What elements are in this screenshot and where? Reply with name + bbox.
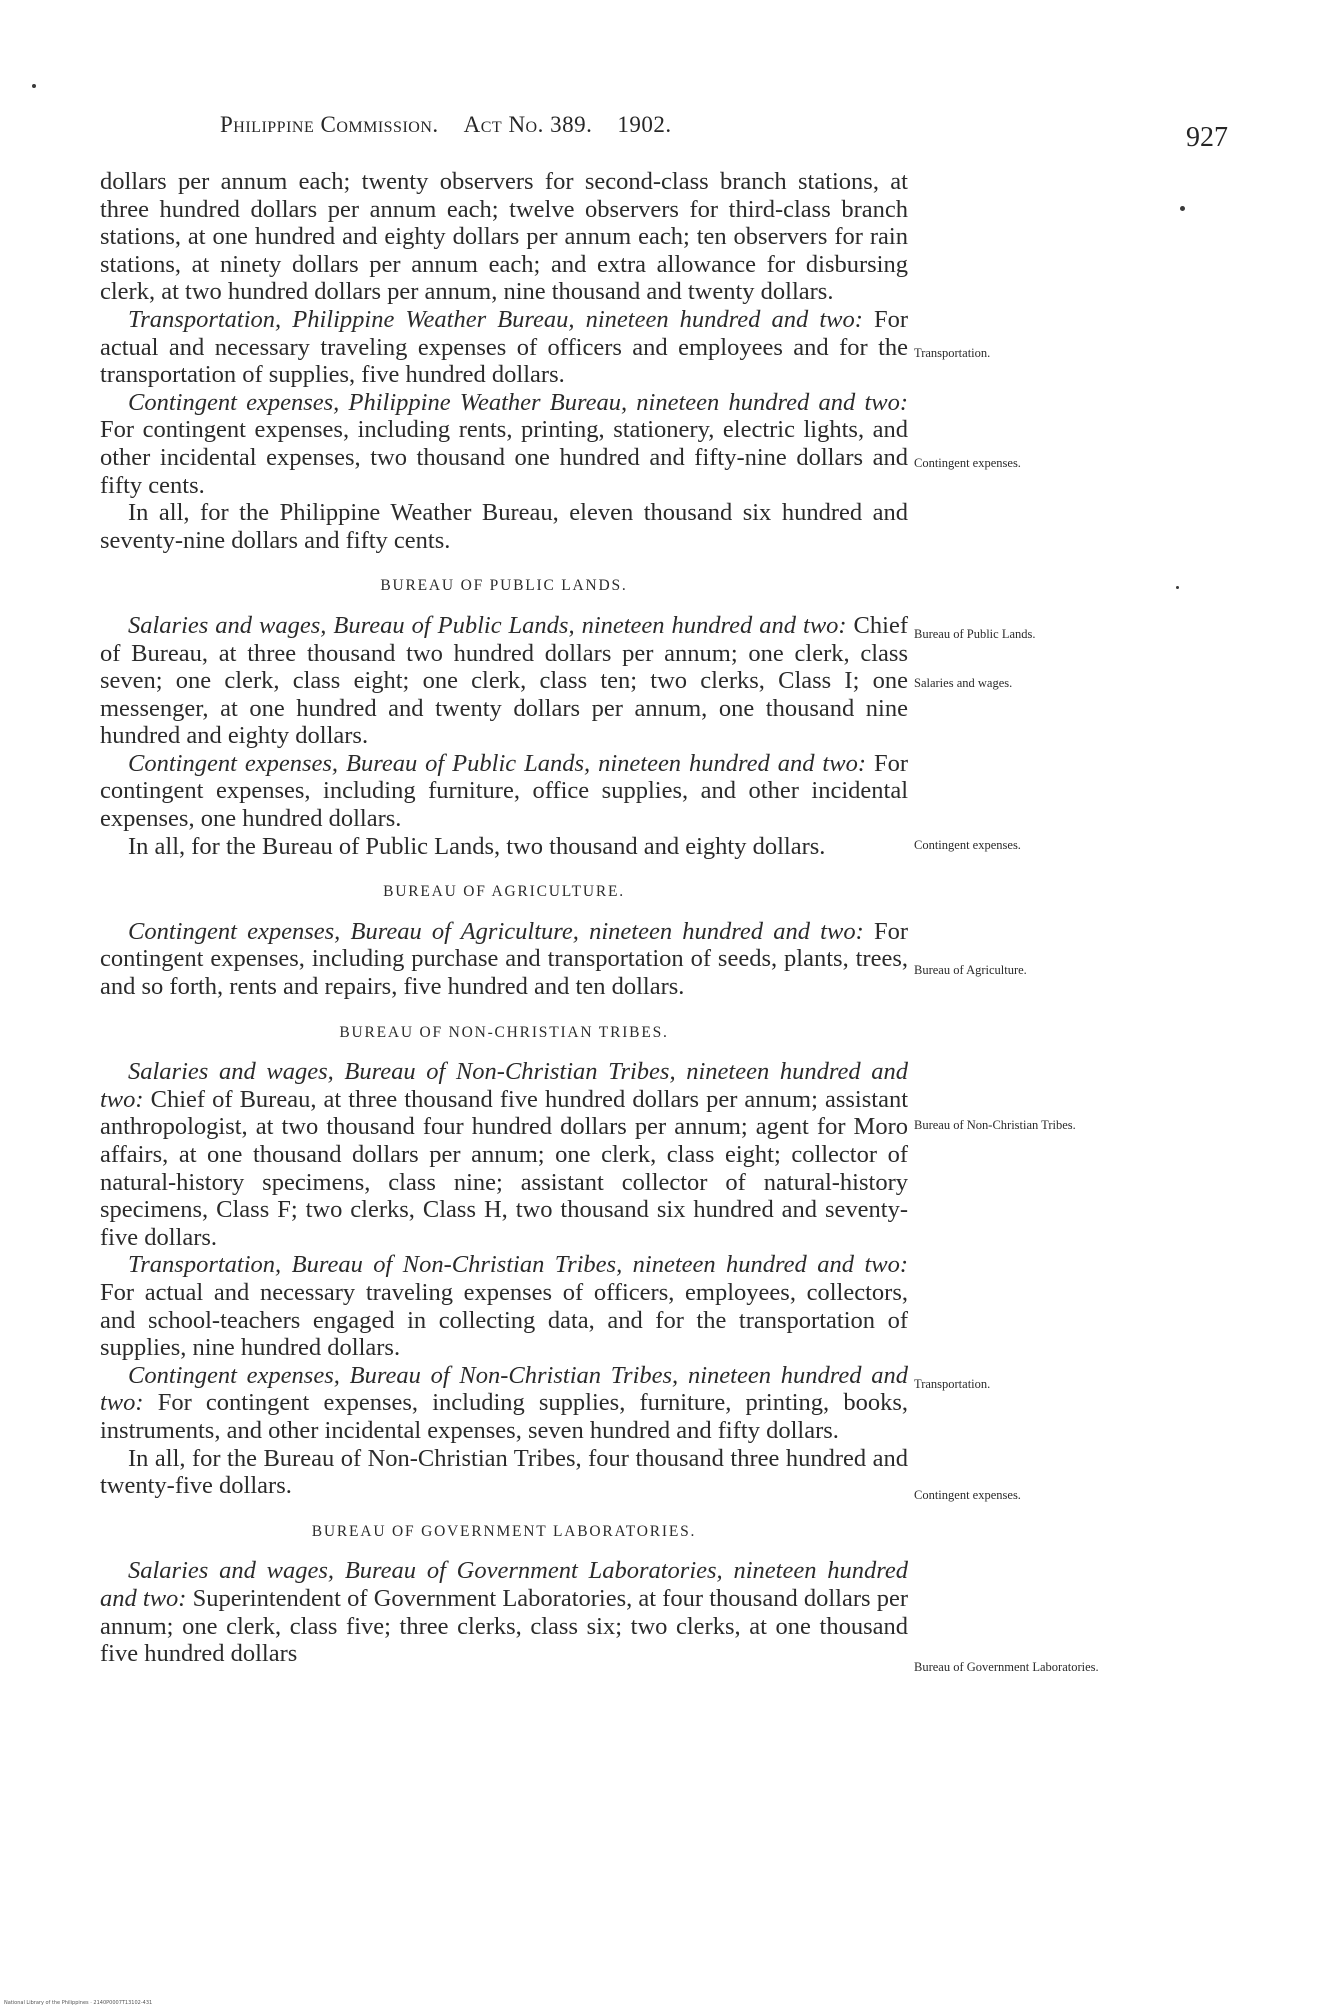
paragraph (100, 1058, 908, 1251)
section-heading-government-laboratories: BUREAU OF GOVERNMENT LABORATORIES. (311, 1522, 697, 1540)
paragraph-text: Superintendent of Government Laboratories, at four thousand dollars per annum; one clerk, class five; three clerks, class six; two clerks, at one thousand five hundred dollars (100, 1584, 909, 1668)
paragraph (100, 918, 908, 1001)
margin-note-transportation: Transportation. (914, 1377, 991, 1391)
running-head-title: Philippine Commission. (220, 112, 439, 137)
margin-note-contingent-expenses: Contingent expenses. (914, 456, 1021, 470)
paragraph (100, 1362, 908, 1445)
body-text (100, 168, 908, 1668)
margin-note-transportation: Transportation. (914, 346, 991, 360)
margin-note-bureau-agriculture: Bureau of Agriculture. (914, 963, 1027, 977)
paragraph (100, 612, 908, 750)
running-head-act: Act No. 389. (463, 112, 593, 137)
paragraph-text: For actual and necessary traveling expenses of officers, employees, collectors, and school-teachers engaged in collecting data, and for the transportation of supplies, nine hundred dollars. (100, 1278, 908, 1362)
paragraph-text: For contingent expenses, including furniture, office supplies, and other incidental expenses, one hundred dollars. (100, 749, 908, 833)
paragraph (100, 1251, 908, 1361)
paragraph-text: For actual and necessary traveling expenses of officers and employees and for the transportation of supplies, five hundred dollars. (100, 305, 908, 389)
margin-note-bureau-non-christian-tribes: Bureau of Non-Christian Tribes. (914, 1118, 1076, 1132)
paragraph-lead: Contingent expenses, Bureau of Non-Christian Tribes, nineteen hundred and two: (100, 1361, 908, 1417)
margin-note-bureau-government-laboratories: Bureau of Government Laboratories. (914, 1660, 1099, 1674)
page-number: 927 (1186, 122, 1228, 153)
paragraph-text: For contingent expenses, including supplies, furniture, printing, books, instruments, and other incidental expenses, seven hundred and fifty dollars. (100, 1389, 908, 1444)
paragraph-lead: Salaries and wages, Bureau of Public Lands, nineteen hundred and two: (128, 611, 847, 639)
margin-note-contingent-expenses: Contingent expenses. (914, 838, 1021, 852)
margin-note-bureau-public-lands: Bureau of Public Lands. (914, 627, 1036, 641)
paragraph (100, 306, 908, 389)
paragraph-lead: Salaries and wages, Bureau of Government Laboratories, nineteen hundred and two: (100, 1557, 908, 1612)
paragraph: In all, for the Philippine Weather Bureau, eleven thousand six hundred and seventy-nine dollars and fifty cents. (100, 499, 908, 554)
paragraph (100, 1557, 908, 1667)
paragraph-lead: Salaries and wages, Bureau of Non-Christian Tribes, nineteen hundred and two: (100, 1058, 908, 1113)
paragraph: In all, for the Bureau of Non-Christian Tribes, four thousand three hundred and twenty-five dollars. (100, 1444, 908, 1500)
paragraph (100, 750, 908, 833)
paragraph-lead: Transportation, Philippine Weather Bureau, nineteen hundred and two: (128, 305, 863, 333)
paragraph-text: For contingent expenses, including rents, printing, stationery, electric lights, and other incidental expenses, two thousand one hundred and fifty-nine dollars and fifty cents. (100, 416, 908, 499)
running-head-year: 1902. (617, 112, 672, 137)
paragraph-text: Chief of Bureau, at three thousand two hundred dollars per annum; one clerk, class seven; one clerk, class eight; one clerk, class ten; two clerks, Class I; one messenger, at one hundred and twenty dollars per annum, one thousand nine hundred and eighty dollars. (100, 611, 908, 750)
running-head (220, 112, 672, 138)
scan-speck (1176, 586, 1179, 589)
scan-speck (1180, 206, 1185, 211)
margin-note-salaries-and-wages: Salaries and wages. (914, 676, 1013, 690)
margin-note-contingent-expenses: Contingent expenses. (914, 1488, 1021, 1502)
paragraph-lead: Contingent expenses, Bureau of Agriculture, nineteen hundred and two: (128, 917, 864, 945)
paragraph-lead: Transportation, Bureau of Non-Christian Tribes, nineteen hundred and two: (128, 1251, 908, 1279)
section-heading-public-lands: BUREAU OF PUBLIC LANDS. (380, 577, 628, 595)
paragraph-text: For contingent expenses, including purchase and transportation of seeds, plants, trees, and so forth, rents and repairs, five hundred and ten dollars. (100, 917, 908, 1001)
paragraph (100, 389, 908, 499)
paragraph-lead: Contingent expenses, Philippine Weather Bureau, nineteen hundred and two: (128, 388, 908, 416)
section-heading-agriculture: BUREAU OF AGRICULTURE. (383, 883, 625, 901)
section-heading-non-christian-tribes: BUREAU OF NON-CHRISTIAN TRIBES. (339, 1023, 669, 1041)
scan-source-id: National Library of the Philippines · 2140P0007T13102-431 (4, 2000, 153, 2006)
paragraph: In all, for the Bureau of Public Lands, two thousand and eighty dollars. (128, 832, 826, 860)
paragraph-lead: Contingent expenses, Bureau of Public Lands, nineteen hundred and two: (128, 749, 866, 777)
paragraph: dollars per annum each; twenty observers for second-class branch stations, at three hundred dollars per annum each; twelve observers for third-class branch stations, at one hundred and eighty dollars per annum each; ten observers for rain stations, at ninety dollars per annum each; and extra allowance for disbursing clerk, at two hundred dollars per annum, nine thousand and twenty dollars. (100, 168, 908, 306)
paragraph-text: Chief of Bureau, at three thousand five hundred dollars per annum; assistant anthropologist, at two thousand four hundred dollars per annum; agent for Moro affairs, at one thousand dollars per annum; one clerk, class eight; collector of natural-history specimens, class nine; assistant collector of natural-history specimens, Class F; two clerks, Class H, two thousand six hundred and seventy-five dollars. (100, 1085, 908, 1251)
scan-speck (32, 84, 36, 88)
